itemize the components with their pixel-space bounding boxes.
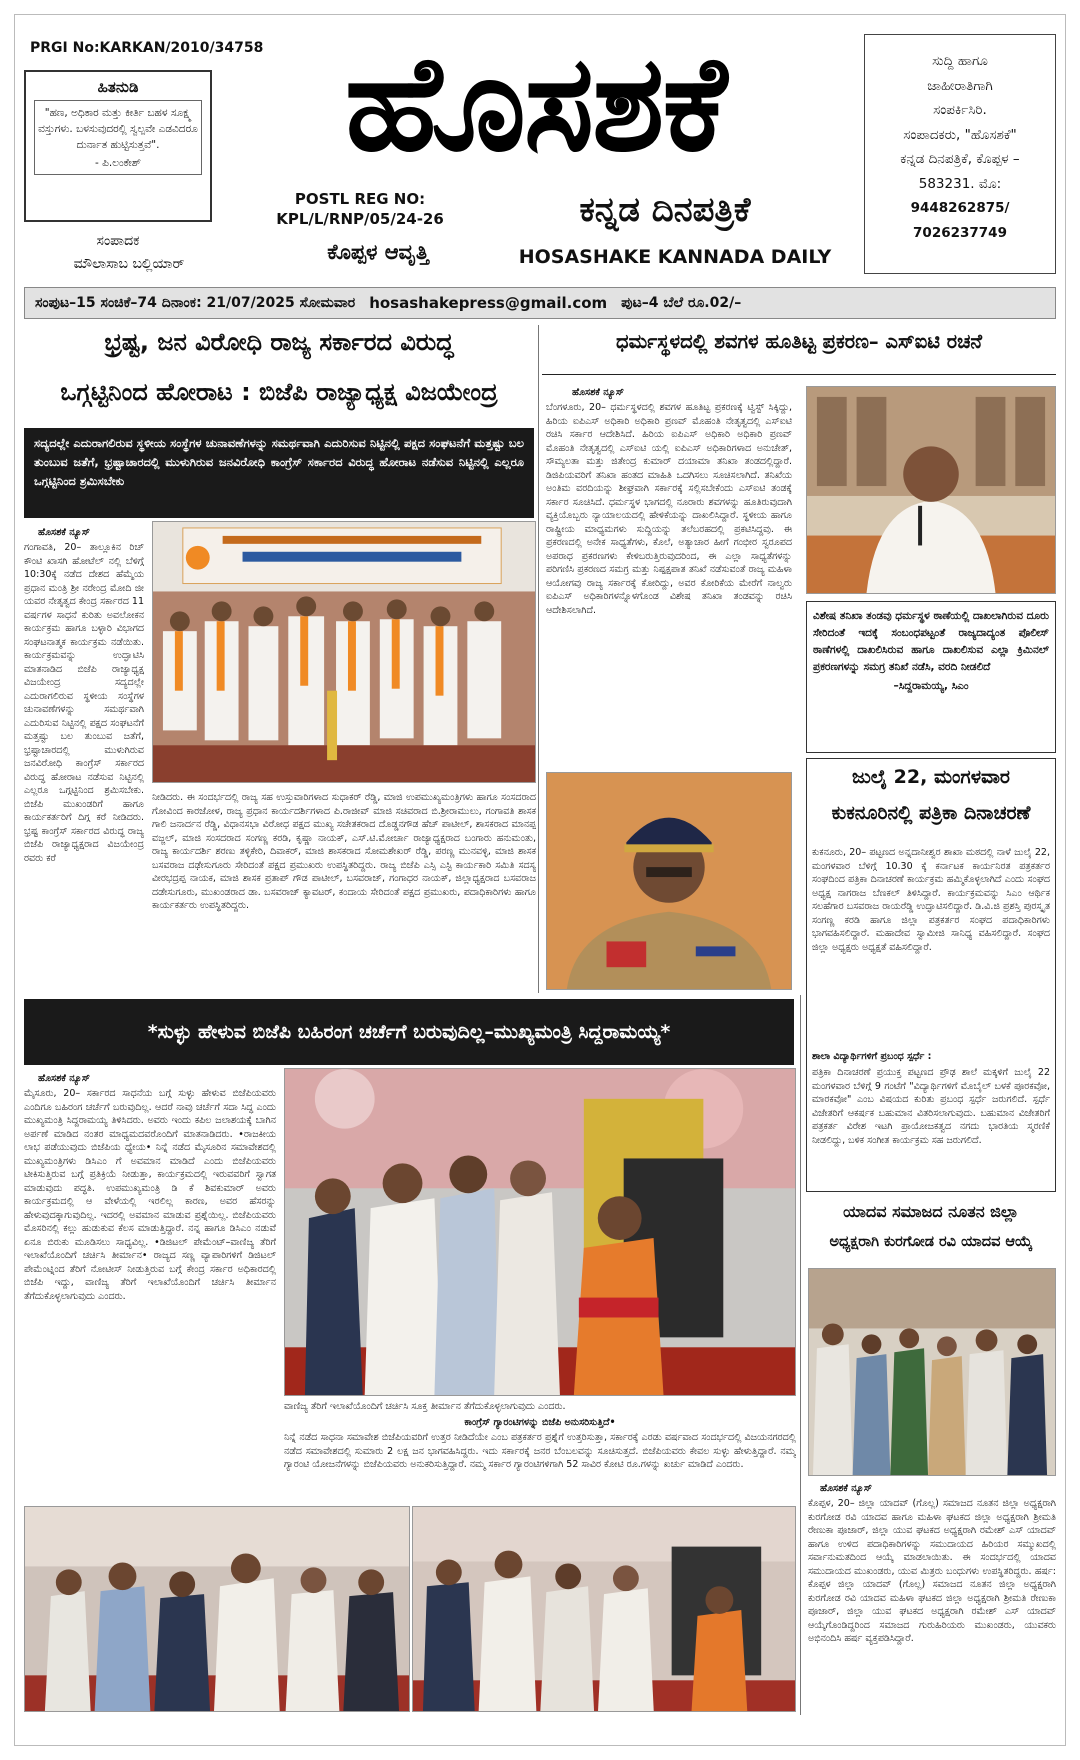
bjp-event-photo: [152, 521, 536, 783]
journalist-day-headline-line1: ಜುಲೈ 22, ಮಂಗಳವಾರ: [851, 766, 1010, 788]
contact-box: [864, 34, 1056, 274]
lead-deck-box: [24, 428, 534, 518]
contact-line: ಸಂಪಾದಕರು, "ಹೊಸಶಕೆ": [903, 126, 1017, 143]
cm-inspection-photo-left: [24, 1506, 410, 1712]
quote-author: - ಪಿ.ಲಂಕೇಶ್: [95, 157, 141, 169]
cm-quote-box: [806, 601, 1056, 753]
sit-byline: ಹೊಸಶಕೆ ನ್ಯೂಸ್: [572, 387, 625, 398]
cm-inspection-photo-right: [412, 1506, 796, 1712]
pages-price: ಪುಟ–4 ಬೆಲೆ ರೂ.02/–: [621, 295, 742, 311]
quote-heading: ಹಿತನುಡಿ: [97, 78, 139, 96]
lead-body-col2: ನೀಡಿದರು. ಈ ಸಂದರ್ಭದಲ್ಲಿ ರಾಜ್ಯ ಸಹ ಉಸ್ತುವಾರಿಗಳಾದ ಸುಧಾಕರ್ ರೆಡ್ಡಿ, ಮಾಜಿ ಉಪಮುಖ್ಯಮಂತ್ರಿಗಳು ಹಾಗೂ ಸಂಸದರಾದ ಗೋವಿಂದ ಕಾರಜೋಳ, ರಾಜ್ಯ ಪ್ರಧಾನ ಕಾರ್ಯದರ್ಶಿಗಳಾದ ಪಿ.ರಾಜೀವ್ ಮಾಜಿ ಸಚಿವರಾದ ಬಿ.ಶ್ರೀರಾಮುಲು, ಗಂಗಾವತಿ ಶಾಸಕ ಗಾಲಿ ಜನಾರ್ದನ ರೆಡ್ಡಿ, ವಿಧಾನಸಭಾ ವಿರೋಧ ಪಕ್ಷದ ಮುಖ್ಯ ಸಚೇತಕರಾದ ದೊಡ್ಡನಗೌಡ ಹೆಚ್ ಪಾಟೀಲ್, ಶಾಸಕರಾದ ಮಾನಪ್ಪ ವಜ್ಜಲ್, ಮಾಜಿ ಸಂಸದರಾದ ಸಂಗಣ್ಣ ಕರಡಿ, ಕೃಷ್ಣಾ ನಾಯಕ್, ಎಸ್.ಟಿ.ಮೋರ್ಚಾ ರಾಜ್ಯಾಧ್ಯಕ್ಷರಾದ ಬಂಗಾರು ಹನುಮಂತು, ರಾಜ್ಯ ಕಾರ್ಯದರ್ಶಿ ಶರಣು ತಳ್ಳಿಕೇರಿ, ದಿವಾಕರ್, ಮಾಜಿ ಶಾಸಕರಾದ ಸೋಮಶೇಖರ್ ರೆಡ್ಡಿ, ಪರಣ್ಣ ಮುನವಳ್ಳಿ, ಮಾಜಿ ಶಾಸಕ ಬಸವರಾಜ ದಢೇಸುಗೂರು ಸೇರಿದಂತೆ ಪಕ್ಷದ ಪ್ರಮುಖರು ಉಪಸ್ಥಿತರಿದ್ದರು. ರಾಜ್ಯ ಬಿಜೆಪಿ ಎಸ್ಸಿ ಎಸ್ಟಿ ಕಾರ್ಯಕಾರಿ ಸಮಿತಿ ಸದಸ್ಯ ವೀರಭದ್ರಪ್ಪ ನಾಯಕ, ಮಾಜಿ ಶಾಸಕ ಪ್ರತಾಪ್ ಗೌಡ ಪಾಟೀಲ್, ಬಸವರಾಜ್, ಗಂಗಾಧರ ನಾಯಕ್, ಜಿಲ್ಲಾಧ್ಯಕ್ಷರಾದ ಬಸವರಾಜ ದಡೇಸುಗೂರು, ಮುಖಂಡರಾದ ಡಾ. ಬಸವರಾಜ್ ಕ್ಯಾವಟರ್, ಕಂದಾಯ ಸೇರಿದಂತೆ ಪಕ್ಷದ ಪ್ರಮುಖರು, ಪದಾಧಿಕಾರಿಗಳು ಹಾಗೂ ಕಾರ್ಯಕರ್ತರು ಉಪಸ್ಥಿತರಿದ್ದರು.: [152, 792, 536, 911]
quote-text: "ಹಣ, ಅಧಿಕಾರ ಮತ್ತು ಕೀರ್ತಿ ಬಹಳ ಸೂಕ್ಷ್ಮ ವಸ್ತುಗಳು. ಬಳಸುವುದರಲ್ಲಿ ಸ್ವಲ್ಪವೇ ಎಡವಿದರೂ ದುರ್ನಾತ ಹುಟ್ಟಿಸುತ್ತವೆ".: [38, 107, 198, 151]
lead-headline-line2: ಒಗ್ಗಟ್ಟಿನಿಂದ ಹೋರಾಟ : ಬಿಜೆಪಿ ರಾಜ್ಯಾಧ್ಯಕ್ಷ ವಿಜಯೇಂದ್ರ: [60, 378, 498, 406]
lead-deck-text: ಸದ್ಯದಲ್ಲೇ ಎದುರಾಗಲಿರುವ ಸ್ಥಳೀಯ ಸಂಸ್ಥೆಗಳ ಚುನಾವಣೆಗಳನ್ನು ಸಮರ್ಥವಾಗಿ ಎದುರಿಸುವ ನಿಟ್ಟಿನಲ್ಲಿ ಪಕ್ಷದ ಸಂಘಟನೆಗೆ ಮತ್ತಷ್ಟು ಬಲ ತುಂಬುವ ಜತೆಗೆ, ಭ್ರಷ್ಟಾಚಾರದಲ್ಲಿ ಮುಳುಗಿರುವ ಜನವಿರೋಧಿ ಕಾಂಗ್ರೆಸ್ ಸರ್ಕಾರದ ವಿರುದ್ಧ ಹೋರಾಟ ನಡೆಸುವ ನಿಟ್ಟಿನಲ್ಲಿ ಎಲ್ಲರೂ ಒಗ್ಗಟ್ಟಿನಿಂದ ಶ್ರಮಿಸಬೇಕು: [34, 436, 524, 488]
issue-details: ಸಂಪುಟ–15 ಸಂಚಿಕೆ–74 ದಿನಾಂಕ: 21/07/2025 ಸೋಮವಾರ: [35, 295, 356, 311]
cm-story-byline: ಹೊಸಶಕೆ ನ್ಯೂಸ್: [38, 1073, 91, 1084]
lead-body-col1: ಗಂಗಾವತಿ, 20– ತಾಲ್ಲೂಕಿನ ರಿಚ್ ಕೌಂಟಿ ಖಾಸಗಿ ಹೋಟೆಲ್ ನಲ್ಲಿ ಬೆಳಿಗ್ಗೆ 10:30ಕ್ಕೆ ನಡೆದ ದೇಶದ ಹೆಮ್ಮೆಯ ಪ್ರಧಾನ ಮಂತ್ರಿ ಶ್ರೀ ನರೇಂದ್ರ ಮೋದಿ ಜೀ ಯವರ ನೇತೃತ್ವದ ಕೇಂದ್ರ ಸರ್ಕಾರದ 11 ವರ್ಷಗಳ ಸಾಧನೆ ಕುರಿತು ಅವಲೋಕನ ಕಾರ್ಯಕ್ರಮ ಹಾಗೂ ಬಳ್ಳಾರಿ ವಿಭಾಗದ ಸಂಘಟನಾತ್ಮಕ ಕಾರ್ಯಕ್ರಮ ನಡೆಯಿತು. ಕಾರ್ಯಕ್ರಮವನ್ನು ಉದ್ಘಾಟಿಸಿ ಮಾತನಾಡಿದ ಬಿಜೆಪಿ ರಾಜ್ಯಾಧ್ಯಕ್ಷ ವಿಜಯೇಂದ್ರ ಸದ್ಯದಲ್ಲೇ ಎದುರಾಗಲಿರುವ ಸ್ಥಳೀಯ ಸಂಸ್ಥೆಗಳ ಚುನಾವಣೆಗಳನ್ನು ಸಮರ್ಥವಾಗಿ ಎದುರಿಸುವ ನಿಟ್ಟಿನಲ್ಲಿ ಪಕ್ಷದ ಸಂಘಟನೆಗೆ ಮತ್ತಷ್ಟು ಬಲ ತುಂಬುವ ಜತೆಗೆ, ಭ್ರಷ್ಟಾಚಾರದಲ್ಲಿ ಮುಳುಗಿರುವ ಜನವಿರೋಧಿ ಕಾಂಗ್ರೆಸ್ ಸರ್ಕಾರದ ವಿರುದ್ಧ ಹೋರಾಟ ನಡೆಸುವ ನಿಟ್ಟಿನಲ್ಲಿ ಎಲ್ಲರೂ ಒಗ್ಗಟ್ಟಿನಿಂದ ಶ್ರಮಿಸಬೇಕು. ಬಿಜೆಪಿ ಮುಖಂಡರಿಗೆ ಹಾಗೂ ಕಾರ್ಯಕರ್ತರಿಗೆ ದಿಗ್ಗ ಕರೆ ನೀಡಿದರು. ಭ್ರಷ್ಟ ಕಾಂಗ್ರೆಸ್ ಸರ್ಕಾರದ ವಿರುದ್ಧ ರಾಜ್ಯ ಬಿಜೆಪಿ ರಾಜ್ಯಾಧ್ಯಕ್ಷರಾದ ವಿಜಯೇಂದ್ರ ರವರು ಕರೆ: [24, 542, 144, 864]
contact-line: ಜಾಹೀರಾತಿಗಾಗಿ: [927, 77, 993, 94]
yadav-headline-line2: ಅಧ್ಯಕ್ಷರಾಗಿ ಕುರಗೋಡ ರವಿ ಯಾದವ ಆಯ್ಕೆ: [829, 1234, 1033, 1250]
contact-line: ಸಂಪರ್ಕಿಸಿರಿ.: [933, 102, 987, 118]
cm-photo-caption: ವಾಣಿಜ್ಯ ತೆರಿಗೆ ಇಲಾಖೆಯೊಂದಿಗೆ ಚರ್ಚಿಸಿ ಸೂಕ್ತ ತೀರ್ಮಾನ ತೆಗೆದುಕೊಳ್ಳಲಾಗುವುದು ಎಂದರು.: [284, 1401, 566, 1412]
contact-line: ಕನ್ನಡ ದಿನಪತ್ರಿಕೆ, ಕೊಪ್ಪಳ –: [900, 151, 1020, 167]
newspaper-title: ಹೊಸಶಕೆ: [344, 27, 726, 181]
contact-line: 583231. ಮೊ:: [918, 175, 1002, 192]
quote-box: [24, 70, 212, 222]
contact-email: hosashakepress@gmail.com: [369, 294, 608, 312]
issue-info-bar: [24, 287, 1056, 319]
journalist-day-headline-line2: ಕುಕನೂರಿನಲ್ಲಿ ಪತ್ರಿಕಾ ದಿನಾಚರಣೆ: [831, 802, 1031, 824]
yadav-group-photo: [808, 1268, 1056, 1476]
postal-reg-number: KPL/L/RNP/05/24-26: [276, 210, 444, 228]
edition-name: ಕೊಪ್ಪಳ ಆವೃತ್ತಿ: [327, 240, 429, 264]
lead-byline: ಹೊಸಶಕೆ ನ್ಯೂಸ್: [38, 527, 91, 538]
sit-body: ಬೆಂಗಳೂರು, 20– ಧರ್ಮಸ್ಥಳದಲ್ಲಿ ಶವಗಳ ಹೂತಿಟ್ಟ ಪ್ರಕರಣಕ್ಕೆ ಟ್ವಿಸ್ಟ್ ಸಿಕ್ಕಿದ್ದು, ಹಿರಿಯ ಐಪಿಎಸ್ ಅಧಿಕಾರಿ ಅಧಿಕಾರಿ ಪ್ರಣವ್ ಮೊಹಂತಿ ನೇತೃತ್ವದಲ್ಲಿ ಎಸ್ಐಟಿ ರಚಿಸಿ ಸರ್ಕಾರ ಆದೇಶಿಸಿದೆ. ಹಿರಿಯ ಐಪಿಎಸ್ ಅಧಿಕಾರಿ ಅಧಿಕಾರಿ ಪ್ರಣವ್ ಮೊಹಂತಿ ನೇತೃತ್ವದಲ್ಲಿ ಎಸ್ಐಟಿ ಯಲ್ಲಿ ಐಪಿಎಸ್ ಅಧಿಕಾರಿಗಳಾದ ಅನುಚೇತ್, ಸೌಮ್ಯಲತಾ ಮತ್ತು ಜಿತೇಂದ್ರ ಕುಮಾರ್ ದಯಾಮಾ ತನಿಖಾ ತಂಡದಲ್ಲಿದ್ದಾರೆ. ಡಿಜಿಪಿಯವರಿಗೆ ತನಿಖಾ ಹಂತದ ಮಾಹಿತಿ ಒದಗಿಸಲು ಸೂಚಿಸಲಾಗಿದೆ. ತನಿಖೆಯ ಅಂತಿಮ ವರದಿಯನ್ನು ಶೀಘ್ರವಾಗಿ ಸರ್ಕಾರಕ್ಕೆ ಸಲ್ಲಿಸಬೇಕೆಂದು ಎಸ್ಐಟಿ ತಂಡಕ್ಕೆ ಸರ್ಕಾರ ಸೂಚಿಸಿದೆ. ಧರ್ಮಸ್ಥಳ ಭಾಗದಲ್ಲಿ ನೂರಾರು ಶವಗಳನ್ನು ಹೂತಿರುವುದಾಗಿ ವ್ಯಕ್ತಿಯೊಬ್ಬರು ನ್ಯಾಯಾಲಯದಲ್ಲಿ ಹೇಳಿಕೆಯನ್ನು ದಾಖಲಿಸಿದ್ದಾರೆ. ಸ್ಥಳೀಯ ಹಾಗೂ ರಾಷ್ಟ್ರೀಯ ಮಾಧ್ಯಮಗಳು ಸುದ್ದಿಯನ್ನು ತಲೆಬರಹದಲ್ಲಿ ಪ್ರಕಟಿಸಿದ್ದವು. ಈ ಪ್ರಕರಣದಲ್ಲಿ ಅನೇಕ ಸಾಧ್ಯತೆಗಳು, ಕೊಲೆ, ಅತ್ಯಾಚಾರ ಹೀಗೆ ಗಂಭೀರ ಸ್ವರೂಪದ ಅಪರಾಧ ಪ್ರಕರಣಗಳು ಕೇಳಿಬರುತ್ತಿರುವುದರಿಂದ, ಈ ಎಲ್ಲಾ ಸಾಧ್ಯತೆಗಳನ್ನು ಪರಿಗಣಿಸಿ ಪ್ರಕರಣದ ಸಮಗ್ರ ಮತ್ತು ನಿಷ್ಪಕ್ಷಪಾತ ತನಿಖೆ ನಡೆಸುವಂತೆ ರಾಜ್ಯ ಮಹಿಳಾ ಆಯೋಗವು ರಾಜ್ಯ ಸರ್ಕಾರಕ್ಕೆ ಕೋರಿದ್ದು, ಅವರ ಕೋರಿಕೆಯ ಮೇರೆಗೆ ನಾಲ್ವರು ಐಪಿಎಸ್ ಅಧಿಕಾರಿಗಳನ್ನೊಳಗೊಂಡ ವಿಶೇಷ ತನಿಖಾ ತಂಡವನ್ನು ರಚಿಸಿ ಆದೇಶಿಸಲಾಗಿದೆ.: [546, 402, 792, 616]
yadav-byline: ಹೊಸಶಕೆ ನ್ಯೂಸ್: [820, 1483, 873, 1494]
postal-reg-label: POSTL REG NO:: [294, 190, 426, 208]
cm-story-headline-bar: [24, 999, 794, 1065]
lead-headline-line1: ಭ್ರಷ್ಟ, ಜನ ವಿರೋಧಿ ರಾಜ್ಯ ಸರ್ಕಾರದ ವಿರುದ್ಧ: [104, 328, 454, 356]
cm-story-headline: *ಸುಳ್ಳು ಹೇಳುವ ಬಿಜೆಪಿ ಬಹಿರಂಗ ಚರ್ಚೆಗೆ ಬರುವುದಿಲ್ಲ–ಮುಖ್ಯಮಂತ್ರಿ ಸಿದ್ದರಾಮಯ್ಯ*: [147, 1021, 671, 1043]
contact-phone: 9448262875/: [910, 200, 1010, 216]
subtitle-english: HOSASHAKE KANNADA DAILY: [518, 246, 832, 268]
police-officer-photo: [546, 772, 792, 990]
cm-story-body-col2: ನಿನ್ನೆ ನಡೆದ ಸಾಧನಾ ಸಮಾವೇಶ ಬಿಜೆಪಿಯವರಿಗೆ ಉತ್ತರ ನೀಡಿದೆಯೇ ಎಂಬ ಪತ್ರಕರ್ತರ ಪ್ರಶ್ನೆಗೆ ಉತ್ತರಿಸುತ್ತಾ, ಸರ್ಕಾರಕ್ಕೆ ಎರಡು ವರ್ಷವಾದ ಸಂದರ್ಭದಲ್ಲಿ ವಿಜಯನಗರದಲ್ಲಿ ನಡೆದ ಸಮಾವೇಶದಲ್ಲಿ ಸುಮಾರು 2 ಲಕ್ಷ ಜನ ಭಾಗವಹಿಸಿದ್ದರು. ಇದು ಸರ್ಕಾರಕ್ಕೆ ಜನರ ಬೆಂಬಲವನ್ನು ಸೂಚಿಸುತ್ತದೆ. ಬಿಜೆಪಿಯವರು ಕೇವಲ ಸುಳ್ಳು ಹೇಳುತ್ತಿದ್ದಾರೆ. ನಮ್ಮ ಗ್ಯಾರಂಟಿ ಯೋಜನೆಗಳನ್ನು ಬಿಜೆಪಿಯವರು ಅನುಕರಿಸುತ್ತಿದ್ದಾರೆ. ನಮ್ಮ ಸರ್ಕಾರ ಗ್ಯಾರಂಟಿಗಳಿಗಾಗಿ 52 ಸಾವಿರ ಕೋಟಿ ರೂ.ಗಳನ್ನು ಖರ್ಚು ಮಾಡಿದೆ ಎಂದರು.: [284, 1432, 796, 1470]
contact-phone: 7026237749: [913, 224, 1007, 241]
yadav-body: ಕೊಪ್ಪಳ, 20– ಜಿಲ್ಲಾ ಯಾದವ್ (ಗೊಲ್ಲ) ಸಮಾಜದ ನೂತನ ಜಿಲ್ಲಾ ಅಧ್ಯಕ್ಷರಾಗಿ ಕುರಗೋಡ ರವಿ ಯಾದವ ಹಾಗೂ ಮಹಿಳಾ ಘಟಕದ ಜಿಲ್ಲಾ ಅಧ್ಯಕ್ಷರಾಗಿ ಶ್ರೀಮತಿ ರೇಣುಕಾ ಪೂಜಾರ್, ಜಿಲ್ಲಾ ಯುವ ಘಟಕದ ಅಧ್ಯಕ್ಷರಾಗಿ ರಮೇಶ್ ಎಸ್ ಯಾದವ್ ಹಾಗೂ ಉಳಿದ ಪದಾಧಿಕಾರಿಗಳನ್ನು ಸಮುದಾಯದ ಹಿರಿಯರ ಸಮ್ಮುಖದಲ್ಲಿ ಸರ್ವಾನುಮತದಿಂದ ಆಯ್ಕೆ ಮಾಡಲಾಯಿತು. ಈ ಸಂದರ್ಭದಲ್ಲಿ ಯಾದವ ಸಮುದಾಯದ ಮುಖಂಡರು, ಯುವ ಮಿತ್ರರು ಬಂಧುಗಳು ಉಪಸ್ಥಿತರಿದ್ದರು. ಹರ್ಷ: ಕೊಪ್ಪಳ ಜಿಲ್ಲಾ ಯಾದವ್ (ಗೊಲ್ಲ) ಸಮಾಜದ ನೂತನ ಜಿಲ್ಲಾ ಅಧ್ಯಕ್ಷರಾಗಿ ಕುರಗೋಡ ರವಿ ಯಾದವ ಮಹಿಳಾ ಘಟಕದ ಜಿಲ್ಲಾ ಅಧ್ಯಕ್ಷರಾಗಿ ಶ್ರೀಮತಿ ರೇಣುಕಾ ಪೂಜಾರ್, ಜಿಲ್ಲಾ ಯುವ ಘಟಕದ ಅಧ್ಯಕ್ಷರಾಗಿ ರಮೇಶ್ ಎಸ್ ಯಾದವ್ ಆಯ್ಕೆಗೊಂಡಿದ್ದರಿಂದ ಸಮಾಜದ ಗುರುಹಿರಿಯರು ಮುಖಂಡರು, ಯುವಕರು ಅಭಿನಂದಿಸಿ ಹರ್ಷ ವ್ಯಕ್ತಪಡಿಸಿದ್ದಾರೆ.: [808, 1498, 1056, 1644]
journalist-day-subhead: ಶಾಲಾ ವಿದ್ಯಾರ್ಥಿಗಳಿಗೆ ಪ್ರಬಂಧ ಸ್ಪರ್ಧೆ :: [812, 1051, 932, 1062]
cm-story-body-col1: ಮೈಸೂರು, 20– ಸರ್ಕಾರದ ಸಾಧನೆಯ ಬಗ್ಗೆ ಸುಳ್ಳು ಹೇಳುವ ಬಿಜೆಪಿಯವರು ಎಂದಿಗೂ ಬಹಿರಂಗ ಚರ್ಚೆಗೆ ಬರುವುದಿಲ್ಲ. ಆದರೆ ನಾವು ಚರ್ಚೆಗೆ ಸದಾ ಸಿದ್ಧ ಎಂದು ಮುಖ್ಯಮಂತ್ರಿ ಸಿದ್ದರಾಮಯ್ಯ ತಿಳಿಸಿದರು. ಅವರು ಇಂದು ಕಪಿಲ ಜಲಾಶಯಕ್ಕೆ ಬಾಗಿನ ಅರ್ಪಣೆ ಮಾಡಿದ ನಂತರ ಮಾಧ್ಯಮದವರೊಂದಿಗೆ ಮಾತನಾಡಿದರು. •ರಾಜಕೀಯ ಲಾಭ ಪಡೆಯುವುದು ಬಿಜೆಪಿಯ ಧ್ಯೇಯ• ನಿನ್ನೆ ನಡೆದ ಮೈಸೂರಿನ ಸಮಾವೇಶದಲ್ಲಿ ಮುಖ್ಯಮಂತ್ರಿಗಳು ಡಿಸಿಎಂ ಗೆ ಅವಮಾನ ಮಾಡಿದೆ ಎಂದು ಬಿಜೆಪಿಯವರು ಟೀಕಿಸುತ್ತಿರುವ ಬಗ್ಗೆ ಪ್ರತಿಕ್ರಿಯೆ ನೀಡುತ್ತಾ, ಕಾರ್ಯಕ್ರಮದಲ್ಲಿ ಇರುವವರಿಗೆ ಸ್ವಾಗತ ಮಾಡುವುದು ಪದ್ಧತಿ. ಉಪಮುಖ್ಯಮಂತ್ರಿ ಡಿ ಕೆ ಶಿವಕುಮಾರ್ ಅವರು ಕಾರ್ಯಕ್ರಮದಲ್ಲಿ ಆ ವೇಳೆಯಲ್ಲಿ ಇರಲಿಲ್ಲ ಕಾರಣ, ಅವರ ಹೆಸರನ್ನು ಹೇಳುವುದಕ್ಕಾಗುವುದಿಲ್ಲ. ಇದರಲ್ಲಿ ಅವಮಾನ ಮಾಡುವ ಪ್ರಶ್ನೆಯಿಲ್ಲ. ಬಿಜೆಪಿಯವರು ಮೊಸರಿನಲ್ಲಿ ಕಲ್ಲು ಹುಡುಕುವ ಕೆಲಸ ಮಾಡುತ್ತಿದ್ದಾರೆ. ನನ್ನ ಹಾಗೂ ಡಿಸಿಎಂ ನಡುವೆ ಏನೂ ಬಿರುಕು ಮೂಡಿಸಲು ಸಾಧ್ಯವಿಲ್ಲ. •ಡಿಜಿಟಲ್ ಪೇಮೆಂಟ್–ವಾಣಿಜ್ಯ ತೆರಿಗೆ ಇಲಾಖೆಯೊಂದಿಗೆ ಚರ್ಚಿಸಿ ತೀರ್ಮಾನ• ರಾಜ್ಯದ ಸಣ್ಣ ವ್ಯಾಪಾರಿಗಳಿಗೆ ಡಿಜಿಟಲ್ ಪೇಮೆಂಟ್ನಿಂದ ತೆರಿಗೆ ನೋಟೀಸ್ ನೀಡುತ್ತಿರುವ ಬಗ್ಗೆ ಕೇಂದ್ರ ಸರ್ಕಾರ ಅಧಿಕಾರದಲ್ಲಿ ಬಿಜೆಪಿ ಇದ್ದು, ವಾಣಿಜ್ಯ ತೆರಿಗೆ ಇಲಾಖೆಯೊಂದಿಗೆ ಚರ್ಚಿಸಿ ತೀರ್ಮಾನ ತೆಗೆದುಕೊಳ್ಳಲಾಗುವುದು ಎಂದರು.: [24, 1088, 276, 1302]
sit-headline: ಧರ್ಮಸ್ಥಳದಲ್ಲಿ ಶವಗಳ ಹೂತಿಟ್ಟ ಪ್ರಕರಣ– ಎಸ್ಐಟಿ ರಚನೆ: [615, 330, 983, 353]
subtitle-kannada: ಕನ್ನಡ ದಿನಪತ್ರಿಕೆ: [579, 190, 751, 230]
yadav-headline-line1: ಯಾದವ ಸಮಾಜದ ನೂತನ ಜಿಲ್ಲಾ: [843, 1202, 1019, 1221]
cm-story-col2-head: ಕಾಂಗ್ರೆಸ್ ಗ್ಯಾರಂಟಿಗಳನ್ನು ಬಿಜೆಪಿ ಅನುಸರಿಸುತ್ತಿದೆ•: [464, 1417, 616, 1428]
editor-label: ಸಂಪಾದಕ: [96, 233, 140, 249]
kabini-event-photo: [284, 1068, 796, 1396]
sit-headline-rule: [542, 374, 1056, 375]
cm-quote-signature: –ಸಿದ್ದರಾಮಯ್ಯ, ಸಿಎಂ: [893, 680, 969, 692]
cm-photo: [806, 386, 1056, 594]
prgi-number: PRGI No:KARKAN/2010/34758: [30, 40, 264, 56]
journalist-day-body: ಕುಕನೂರು, 20– ಪಟ್ಟಣದ ಅನ್ನದಾನೀಶ್ವರ ಶಾಖಾ ಮಠದಲ್ಲಿ ನಾಳೆ ಜುಲೈ 22, ಮಂಗಳವಾರ ಬೆಳಿಗ್ಗೆ 10.30 ಕ್ಕೆ ಕರ್ನಾಟಕ ಕಾರ್ಯನಿರತ ಪತ್ರಕರ್ತರ ಸಂಘದಿಂದ ಪತ್ರಿಕಾ ದಿನಾಚರಣೆ ಕಾರ್ಯಕ್ರಮ ಹಮ್ಮಿಕೊಳ್ಳಲಾಗಿದೆ ಎಂದು ಸಂಘದ ಅಧ್ಯಕ್ಷ ನಾಗರಾಜ ಬೆಣಕಲ್ ತಿಳಿಸಿದ್ದಾರೆ. ಕಾರ್ಯಕ್ರಮವನ್ನು ಸಿಎಂ ಆರ್ಥಿಕ ಸಲಹೆಗಾರ ಬಸವರಾಜ ರಾಯರೆಡ್ಡಿ ಉದ್ಘಾಟಿಸಲಿದ್ದಾರೆ. ಡಿ.ವಿ.ಜಿ ಪ್ರಶಸ್ತಿ ಪುರಸ್ಕೃತ ಸಂಗಣ್ಣ ಕರಡಿ ಹಾಗೂ ಜಿಲ್ಲಾ ಪತ್ರಕರ್ತರ ಸಂಘದ ಪದಾಧಿಕಾರಿಗಳು ಭಾಗವಹಿಸಲಿದ್ದಾರೆ. ಮಹಾದೇವ ಸ್ವಾಮೀಜಿ ಸಾನಿಧ್ಯ ವಹಿಸಲಿದ್ದಾರೆ. ಸಂಘದ ಜಿಲ್ಲಾ ಅಧ್ಯಕ್ಷರು ಅಧ್ಯಕ್ಷತೆ ವಹಿಸಲಿದ್ದಾರೆ.: [812, 847, 1050, 953]
contact-line: ಸುದ್ದಿ ಹಾಗೂ: [932, 53, 988, 69]
editor-name: ಮೌಲಾಸಾಬ ಬಲ್ಲಿಯಾರ್: [73, 256, 185, 272]
cm-quote-text: ವಿಶೇಷ ತನಿಖಾ ತಂಡವು ಧರ್ಮಸ್ಥಳ ಠಾಣೆಯಲ್ಲಿ ದಾಖಲಾಗಿರುವ ದೂರು ಸೇರಿದಂತೆ ಇದಕ್ಕೆ ಸಂಬಂಧಪಟ್ಟಂತೆ ರಾಜ್ಯದಾದ್ಯಂತ ಪೊಲೀಸ್ ಠಾಣೆಗಳಲ್ಲಿ ದಾಖಲಿಸಿರುವ ಹಾಗೂ ದಾಖಲಿಸುವ ಎಲ್ಲಾ ಕ್ರಿಮಿನಲ್ ಪ್ರಕರಣಗಳನ್ನು ಸಮಗ್ರ ತನಿಖೆ ನಡೆಸಿ, ವರದಿ ನೀಡಲಿದೆ: [813, 610, 1049, 673]
column-rule: [538, 325, 539, 993]
column-rule: [800, 995, 801, 1715]
journalist-day-body2: ಪತ್ರಿಕಾ ದಿನಾಚರಣೆ ಪ್ರಯುಕ್ತ ಪಟ್ಟಣದ ಪ್ರೌಢ ಶಾಲೆ ಮಕ್ಕಳಿಗೆ ಜುಲೈ 22 ಮಂಗಳವಾರ ಬೆಳಿಗ್ಗೆ 9 ಗಂಟೆಗೆ "ವಿದ್ಯಾರ್ಥಿಗಳಿಗೆ ಮೊಬೈಲ್ ಬಳಕೆ ಪೂರಕವೋ, ಮಾರಕವೋ" ಎಂಬ ವಿಷಯದ ಕುರಿತು ಪ್ರಬಂಧ ಸ್ಪರ್ಧೆ ಜರುಗಲಿದೆ. ಸ್ಪರ್ಧೆ ವಿಜೇತರಿಗೆ ಆಕರ್ಷಕ ಬಹುಮಾನ ವಿತರಿಸಲಾಗುವುದು. ಬಹುಮಾನ ವಿಜೇತರಿಗೆ ಪತ್ರಕರ್ತ ವಿರೇಶ ಇಟಗಿ ಪ್ರಾಯೋಜಕತ್ವದ ನಗದು ಭಾರತಿಯ ಸ್ಮರಣಿಕೆ ನೀಡಲಿದ್ದು, ಬಳಿಕ ಸಂಗೀತ ಕಾರ್ಯಕ್ರಮ ಸಹ ಜರುಗಲಿದೆ.: [812, 1067, 1050, 1146]
